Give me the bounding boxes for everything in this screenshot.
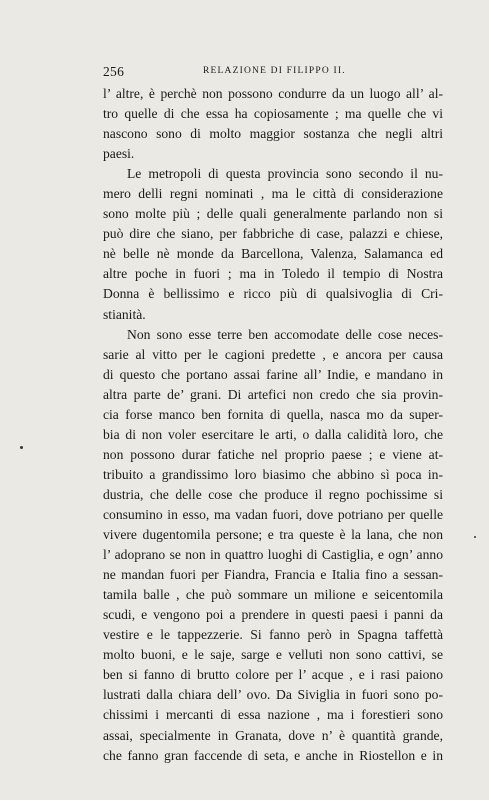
text-line: nascono sono di molto maggior sostanza che negli altri — [103, 126, 443, 142]
running-head: RELAZIONE DI FILIPPO II. — [203, 66, 346, 76]
text-line: ne mandan fuori per Fiandra, Francia e Italia fino a sessan- — [103, 567, 443, 583]
text-line: nè belle nè monde da Barcellona, Valenza, Salamanca ed — [103, 246, 443, 262]
text-line: mero delli regni nominati , ma le città di considerazione — [103, 186, 443, 202]
text-line: chissimi i mercanti di essa nazione , ma i forestieri sono — [103, 707, 443, 723]
text-line: Donna è bellissimo e ricco più di qualsivoglia di Cri- — [103, 286, 443, 302]
text-line: può dire che siano, per fabbriche di case, palazzi e chiese, — [103, 226, 443, 242]
text-line: stianità. — [103, 306, 146, 322]
text-line: consumino in esso, ma vadan fuori, dove potriano per quelle — [103, 506, 443, 522]
text-line: sarie al vitto per le cagioni predette , e ancora per causa — [103, 346, 443, 362]
paragraph — [103, 164, 443, 324]
text-line: Le metropoli di questa provincia sono secondo il nu- — [127, 166, 443, 182]
text-line: tribuito a grandissimo loro biasimo che abbino sì poca in- — [103, 466, 443, 482]
text-line: tro quelle di che essa ha copiosamente ; ma quelle che vi — [103, 106, 443, 122]
text-line: cia forse manco ben fornita di quella, nasca mo da super- — [103, 406, 443, 422]
text-line: che fanno gran faccende di seta, e anche in Riostellon e in — [103, 747, 443, 763]
text-line: sono molte più ; delle quali generalmente parlando non si — [103, 206, 443, 222]
text-line: di questo che portano assai farine all’ Indie, e mandano in — [103, 366, 443, 382]
body-text — [103, 84, 443, 766]
text-line: dustria, che delle cose che produce il regno pochissime si — [103, 486, 443, 502]
text-line: paesi. — [103, 146, 135, 162]
text-line: vestire e le tappezzerie. Si fanno però in Spagna taffettà — [103, 627, 443, 643]
ink-speck — [474, 536, 476, 538]
text-line: l’ altre, è perchè non possono condurre da un luogo all’ al- — [103, 86, 443, 101]
text-line: assai, specialmente in Granata, dove n’ è quantità grande, — [103, 727, 443, 743]
text-line: molto buoni, e le saje, sarge e velluti non sono cattivi, se — [103, 647, 443, 663]
text-line: tamila balle , che può sommare un milione e seicentomila — [103, 587, 443, 603]
text-line: l’ adoprano se non in quattro luoghi di Castiglia, e ogn’ anno — [103, 547, 443, 563]
text-line: bia di non voler esercitare le arti, o dalla calidità loro, che — [103, 426, 443, 442]
text-line: altre poche in fuori ; ma in Toledo il tempio di Nostra — [103, 266, 443, 282]
page-number: 256 — [103, 64, 125, 79]
text-line: altra parte de’ grani. Di artefici non credo che sia provin- — [103, 386, 443, 402]
text-line: Non sono esse terre ben accomodate delle cose neces- — [127, 326, 443, 342]
text-line: scudi, e vengono poi a prendere in questi paesi i panni da — [103, 607, 443, 623]
paragraph — [103, 84, 443, 164]
text-line: ben si fanno di brutto colore per l’ acque , e i rasi paiono — [103, 667, 443, 683]
text-line: lustrati dalla chiara dell’ ovo. Da Siviglia in fuori sono po- — [103, 687, 443, 703]
ink-speck — [20, 446, 23, 449]
text-line: vivere dugentomila persone; e tra queste è la lana, che non — [103, 527, 443, 543]
text-line: non possono durar fatiche nel proprio paese ; e viene at- — [103, 446, 443, 462]
page-header — [103, 64, 443, 78]
paragraph — [103, 325, 443, 766]
